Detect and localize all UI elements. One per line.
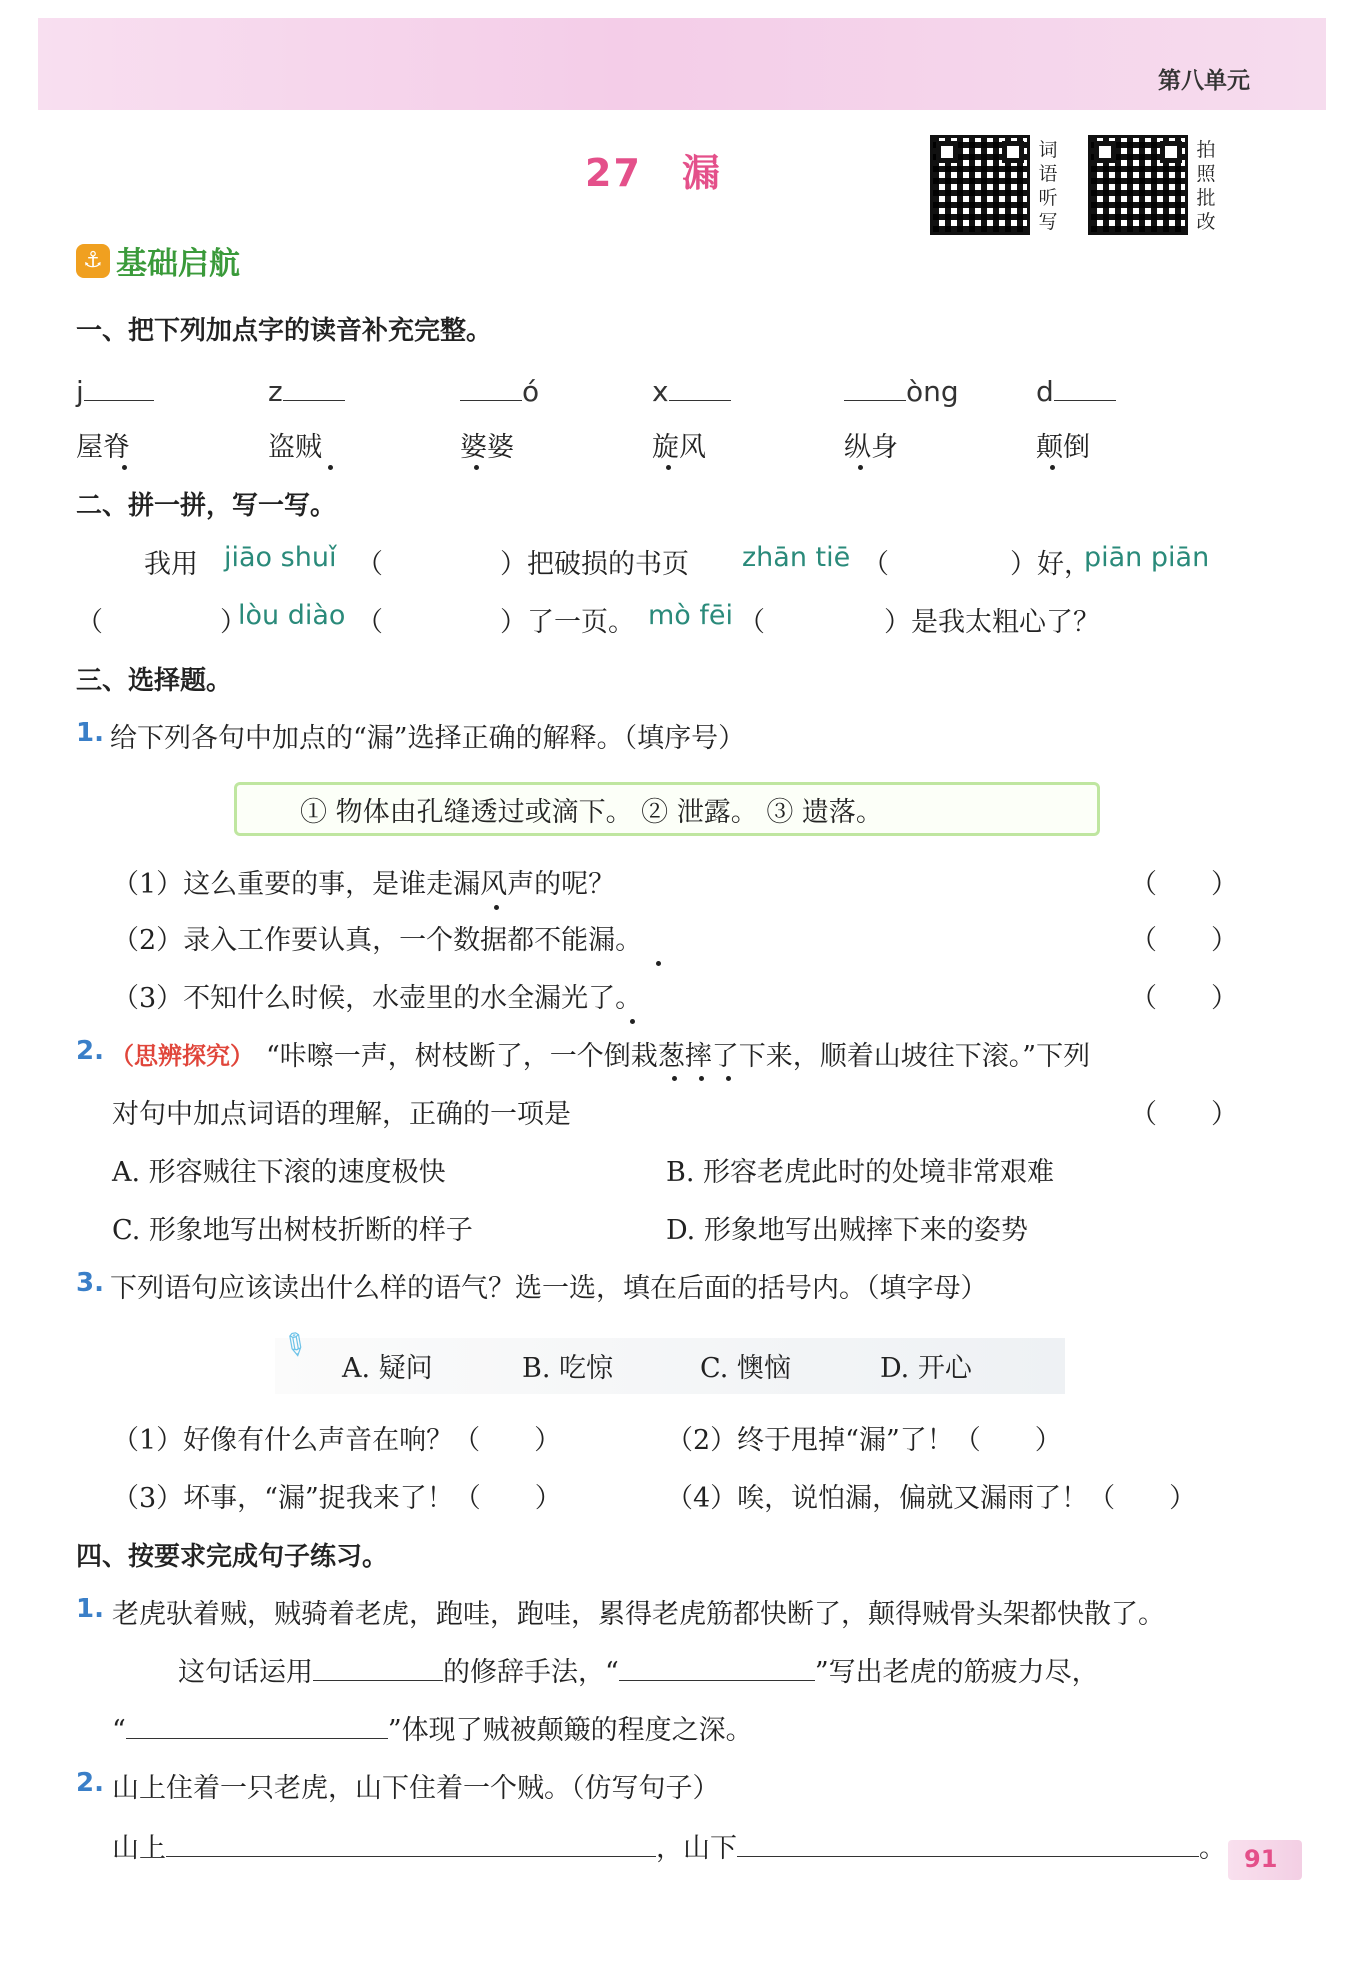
pinyin-mo-fei: mò fēi bbox=[648, 600, 734, 631]
emphasis-dot bbox=[726, 1076, 731, 1081]
qr-label-dictation: 词 语 听 写 bbox=[1038, 139, 1058, 233]
paren-open: （ bbox=[738, 607, 765, 638]
answer-blank[interactable] bbox=[166, 1829, 656, 1857]
option-c[interactable]: C. 形象地写出树枝折断的样子 bbox=[112, 1215, 473, 1246]
q4-2-sentence: 山上住着一只老虎，山下住着一个贼。（仿写句子） bbox=[112, 1773, 720, 1804]
pinyin-blank-5: òng bbox=[844, 372, 959, 408]
emphasis-dot bbox=[858, 465, 863, 470]
emphasis-dot bbox=[630, 1019, 635, 1024]
q3-2-tag: （思辨探究） bbox=[110, 1041, 254, 1070]
answer-paren[interactable]: （ ） bbox=[1130, 869, 1238, 900]
pinyin-blank-1: j bbox=[76, 372, 154, 408]
emphasis-dot bbox=[672, 1076, 677, 1081]
page-number-badge: 91 bbox=[1228, 1840, 1302, 1880]
question-4-title: 四、按要求完成句子练习。 bbox=[76, 1542, 389, 1572]
word-3: 婆婆 bbox=[460, 432, 514, 463]
pinyin-blank-6: d bbox=[1036, 372, 1116, 408]
tone-option-a: A. 疑问 bbox=[342, 1353, 433, 1384]
answer-blank[interactable] bbox=[126, 1711, 388, 1739]
emphasis-dot bbox=[1050, 465, 1055, 470]
q4-1-text-b: “ ”体现了贼被颠簸的程度之深。 bbox=[112, 1708, 753, 1747]
paren-close: ） bbox=[220, 607, 247, 638]
q4-1-text-a: 这句话运用 的修辞手法，“ ”写出老虎的筋疲力尽， bbox=[178, 1650, 1099, 1689]
q3-2-stem-line2: 对句中加点词语的理解，正确的一项是 bbox=[112, 1099, 571, 1130]
paren-open: （ bbox=[356, 607, 383, 638]
q2-line2-text-c: ）是我太粗心了？ bbox=[884, 607, 1100, 638]
q4-1-sentence: 老虎驮着贼，贼骑着老虎，跑哇，跑哇，累得老虎筋都快断了，颠得贼骨头架都快散了。 bbox=[112, 1599, 1165, 1630]
question-2-title: 二、拼一拼，写一写。 bbox=[76, 491, 337, 521]
paren-open: （ bbox=[356, 549, 383, 580]
answer-paren[interactable]: （ ） bbox=[1130, 983, 1238, 1014]
section-header: ⚓ 基础启航 bbox=[76, 238, 240, 283]
header-banner bbox=[38, 18, 1326, 110]
emphasis-dot bbox=[474, 465, 479, 470]
option-b[interactable]: B. 形容老虎此时的处境非常艰难 bbox=[666, 1157, 1055, 1188]
q3-3-number: 3. bbox=[76, 1268, 104, 1298]
q2-line2-text-b: ）了一页。 bbox=[500, 607, 635, 638]
emphasis-dot bbox=[699, 1076, 704, 1081]
pinyin-blank-4: x bbox=[652, 372, 731, 408]
q3-2-number: 2. bbox=[76, 1036, 104, 1066]
q3-3-item-4: （4）唉，说怕漏，偏就又漏雨了！（ ） bbox=[666, 1483, 1197, 1514]
q3-3-item-3: （3）坏事，“漏”捉我来了！（ ） bbox=[112, 1483, 562, 1514]
question-3-title: 三、选择题。 bbox=[76, 666, 233, 696]
word-2: 盗贼 bbox=[268, 432, 322, 463]
definition-options: ① 物体由孔缝透过或滴下。 ② 泄露。 ③ 遗落。 bbox=[300, 797, 883, 828]
qr-label-grading: 拍 照 批 改 bbox=[1196, 139, 1216, 233]
anchor-icon: ⚓ bbox=[76, 244, 110, 278]
q4-2-number: 2. bbox=[76, 1768, 104, 1798]
q3-3-item-1: （1）好像有什么声音在响？（ ） bbox=[112, 1425, 562, 1456]
emphasis-dot bbox=[494, 905, 499, 910]
tone-option-d: D. 开心 bbox=[880, 1353, 972, 1384]
q2-line1-text-b: ）把破损的书页 bbox=[500, 549, 689, 580]
unit-label: 第八单元 bbox=[1158, 68, 1250, 94]
answer-blank[interactable] bbox=[737, 1829, 1199, 1857]
tone-option-c: C. 懊恼 bbox=[700, 1353, 791, 1384]
emphasis-dot bbox=[666, 465, 671, 470]
answer-paren[interactable]: （ ） bbox=[1130, 925, 1238, 956]
q4-1-number: 1. bbox=[76, 1594, 104, 1624]
paren-open: （ bbox=[862, 549, 889, 580]
emphasis-dot bbox=[328, 465, 333, 470]
pinyin-pian-pian: piān piān bbox=[1084, 542, 1210, 573]
q3-1-item-2: （2）录入工作要认真，一个数据都不能漏。 bbox=[112, 925, 643, 956]
pinyin-blank-3: ó bbox=[460, 372, 539, 408]
word-4: 旋风 bbox=[652, 432, 706, 463]
question-1-title: 一、把下列加点字的读音补充完整。 bbox=[76, 316, 493, 346]
q3-1-item-3: （3）不知什么时候，水壶里的水全漏光了。 bbox=[112, 983, 643, 1014]
answer-blank[interactable] bbox=[313, 1653, 443, 1681]
pushpin-icon: ✎ bbox=[274, 1323, 315, 1368]
emphasis-dot bbox=[122, 465, 127, 470]
pinyin-zhan-tie: zhān tiē bbox=[742, 542, 851, 573]
q3-3-item-2: （2）终于甩掉“漏”了！（ ） bbox=[666, 1425, 1062, 1456]
word-1: 屋脊 bbox=[76, 432, 130, 463]
q3-1-stem: 给下列各句中加点的“漏”选择正确的解释。（填序号） bbox=[110, 723, 746, 754]
qr-code-icon[interactable] bbox=[1088, 135, 1188, 235]
qr-code-icon[interactable] bbox=[930, 135, 1030, 235]
q2-line1-text-a: 我用 bbox=[144, 549, 198, 580]
word-6: 颠倒 bbox=[1036, 432, 1090, 463]
tone-option-b: B. 吃惊 bbox=[522, 1353, 614, 1384]
pinyin-blank-2: z bbox=[268, 372, 345, 408]
pinyin-lou-diao: lòu diào bbox=[238, 600, 346, 631]
q3-1-number: 1. bbox=[76, 718, 104, 748]
word-5: 纵身 bbox=[844, 432, 898, 463]
emphasis-dot bbox=[656, 961, 661, 966]
q2-line1-text-c: ）好， bbox=[1010, 549, 1091, 580]
q4-2-imitation-line: 山上 ，山下 。 bbox=[112, 1826, 1226, 1865]
q3-2-stem-line1: “咔嚓一声，树枝断了，一个倒栽葱摔了下来，顺着山坡往下滚。”下列 bbox=[266, 1041, 1091, 1072]
q3-1-item-1: （1）这么重要的事，是谁走漏风声的呢？ bbox=[112, 869, 616, 900]
option-d[interactable]: D. 形象地写出贼摔下来的姿势 bbox=[666, 1215, 1028, 1246]
answer-paren[interactable]: （ ） bbox=[1130, 1099, 1238, 1130]
lesson-title: 27 漏 bbox=[585, 151, 722, 195]
option-a[interactable]: A. 形容贼往下滚的速度极快 bbox=[112, 1157, 446, 1188]
pinyin-jiao-shui: jiāo shuǐ bbox=[224, 542, 337, 573]
q3-3-stem: 下列语句应该读出什么样的语气？选一选，填在后面的括号内。（填字母） bbox=[110, 1273, 988, 1304]
answer-blank[interactable] bbox=[619, 1653, 815, 1681]
paren-open: （ bbox=[76, 607, 103, 638]
